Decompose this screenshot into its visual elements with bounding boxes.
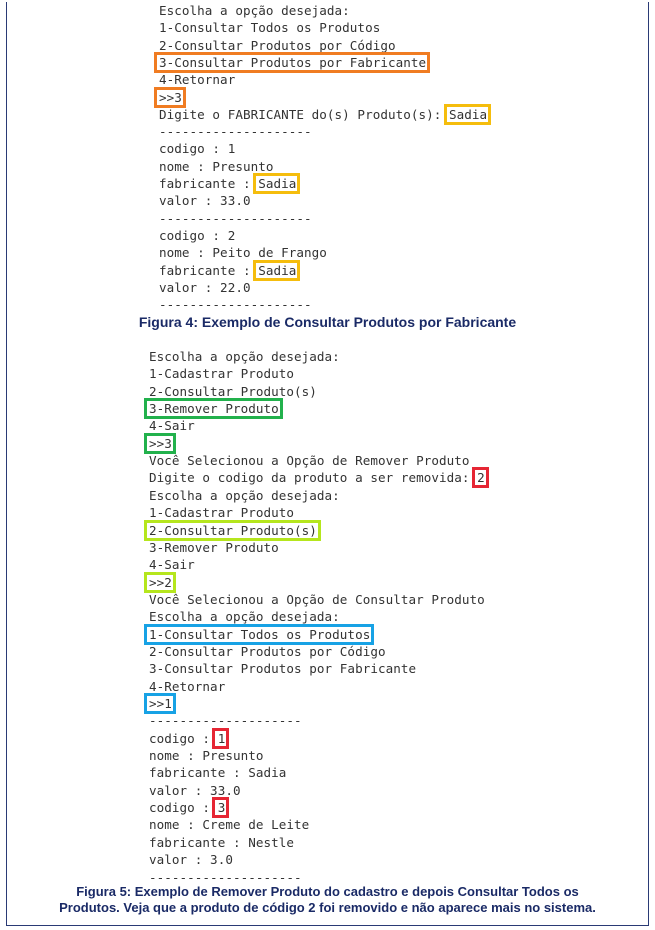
figure-5-caption (0, 884, 655, 916)
figure5-line-text: Escolha a opção desejada: (149, 609, 340, 625)
figure5-line-text: 4-Retornar (149, 678, 226, 694)
figure5-submenu-option-2 (149, 643, 386, 660)
figure5-record-fabricante (149, 764, 286, 781)
highlight-input-3 (154, 87, 186, 108)
figure5-line-text: valor : 3.0 (149, 852, 233, 868)
figure5-line-text: 2-Consultar Produto(s) (149, 383, 317, 399)
figure5-line-text: 3-Consultar Produtos por Fabricante (149, 661, 417, 677)
figure5-line-text: Escolha a opção desejada: (149, 487, 340, 503)
figure5-line-text: 2-Consultar Produto(s) (149, 522, 317, 538)
highlight-code-1 (212, 728, 229, 749)
figure5-submenu-option-3 (149, 660, 416, 677)
figure4-line-text: nome : Presunto (159, 158, 274, 174)
figure5-record-fabricante (149, 834, 294, 851)
highlight-manufacturer-1 (253, 173, 300, 194)
figure5-line-text: nome : Creme de Leite (149, 817, 310, 833)
figure5-line-text: -------------------- (149, 869, 302, 885)
figure5-line-text: fabricante : Sadia (149, 765, 287, 781)
figure4-line-text: nome : Peito de Frango (159, 245, 327, 261)
highlight-option-3-fabricante (154, 52, 430, 73)
figure5-line-text: Digite o codigo da produto a ser removida: 2 (149, 470, 485, 486)
figure-5-caption-line-1: Figura 5: Exemplo de Remover Produto do cadastro e depois Consultar Todos os (76, 884, 579, 899)
figure5-line-text: 3-Remover Produto (149, 401, 279, 417)
figure4-line-text: fabricante : Sadia (159, 176, 297, 191)
figure4-line-text: valor : 22.0 (159, 279, 251, 295)
figure4-line-text: codigo : 2 (159, 227, 236, 243)
figure5-line-text: codigo : 1 (149, 730, 226, 746)
figure4-line-text: -------------------- (159, 210, 312, 226)
figure5-menu-option-1 (149, 365, 294, 382)
figure5-line-text: 1-Cadastrar Produto (149, 366, 295, 382)
figure4-line-text: -------------------- (159, 124, 312, 140)
figure4-line-text: -------------------- (159, 297, 312, 313)
figure5-menu-prompt (149, 348, 340, 365)
highlight-input-1 (144, 693, 176, 714)
figure5-line-text: valor : 33.0 (149, 782, 241, 798)
figure5-line-text: codigo : 3 (149, 800, 226, 816)
figure5-separator (149, 869, 302, 886)
figure4-line-text: fabricante : Sadia (159, 262, 297, 278)
figure5-line-text: nome : Presunto (149, 748, 264, 764)
highlight-input-2 (144, 572, 176, 593)
figure5-menu-option-3 (149, 539, 279, 556)
figure4-line-text: 3-Consultar Produtos por Fabricante (159, 54, 427, 70)
figure4-line-text: Digite o FABRICANTE do(s) Produto(s): Sadia (159, 106, 488, 122)
highlight-manufacturer-2 (253, 260, 300, 281)
highlight-removed-code (472, 467, 489, 488)
figure-5-caption-line-2: Produtos. Veja que a produto de código 2 foi removido e não aparece mais no sistema. (59, 900, 596, 915)
figure4-line-text: Escolha a opção desejada: (159, 3, 350, 18)
figure4-line-text: >>3 (159, 89, 182, 105)
figure5-line-text: fabricante : Nestle (149, 834, 295, 850)
figure5-selection-message (149, 591, 485, 608)
highlight-manufacturer-input (444, 104, 491, 125)
figure5-line-text: 4-Sair (149, 418, 195, 434)
figure4-line-text: 2-Consultar Produtos por Código (159, 37, 396, 53)
highlight-code-3 (212, 797, 229, 818)
figure5-record-nome (149, 816, 309, 833)
figure4-line-text: 4-Retornar (159, 72, 236, 88)
figure5-line-text: >>1 (149, 696, 172, 711)
figure5-line-text: 3-Remover Produto (149, 539, 279, 555)
figure4-line-text: 1-Consultar Todos os Produtos (159, 20, 381, 36)
highlight-remover-option (144, 398, 283, 419)
figure5-remove-code-prompt-line (149, 469, 485, 486)
figure-4-caption: Figura 4: Exemplo de Consultar Produtos por Fabricante (138, 314, 517, 330)
figure5-line-text: -------------------- (149, 713, 302, 729)
figure5-line-text: >>3 (149, 435, 172, 451)
figure5-line-text: 1-Consultar Todos os Produtos (149, 626, 371, 642)
figure5-line-text: Você Selecionou a Opção de Remover Produto (149, 453, 470, 469)
figure5-selection-message (149, 452, 470, 469)
figure5-line-text: Escolha a opção desejada: (149, 349, 340, 364)
highlight-consultar-option (144, 520, 321, 541)
highlight-consultar-todos-option (144, 624, 374, 645)
figure5-line-text: 4-Sair (149, 557, 195, 573)
figure5-line-text: Você Selecionou a Opção de Consultar Produto (149, 591, 485, 607)
figure4-line-text: codigo : 1 (159, 141, 236, 157)
figure4-line-text: valor : 33.0 (159, 193, 251, 209)
highlight-input-3 (144, 433, 176, 454)
figure5-line-text: 1-Cadastrar Produto (149, 505, 295, 521)
figure5-line-text: 2-Consultar Produtos por Código (149, 643, 386, 659)
figure5-menu-prompt (149, 487, 340, 504)
figure5-line-text: >>2 (149, 574, 172, 590)
figure5-record-nome (149, 747, 263, 764)
figure5-record-valor (149, 851, 233, 868)
